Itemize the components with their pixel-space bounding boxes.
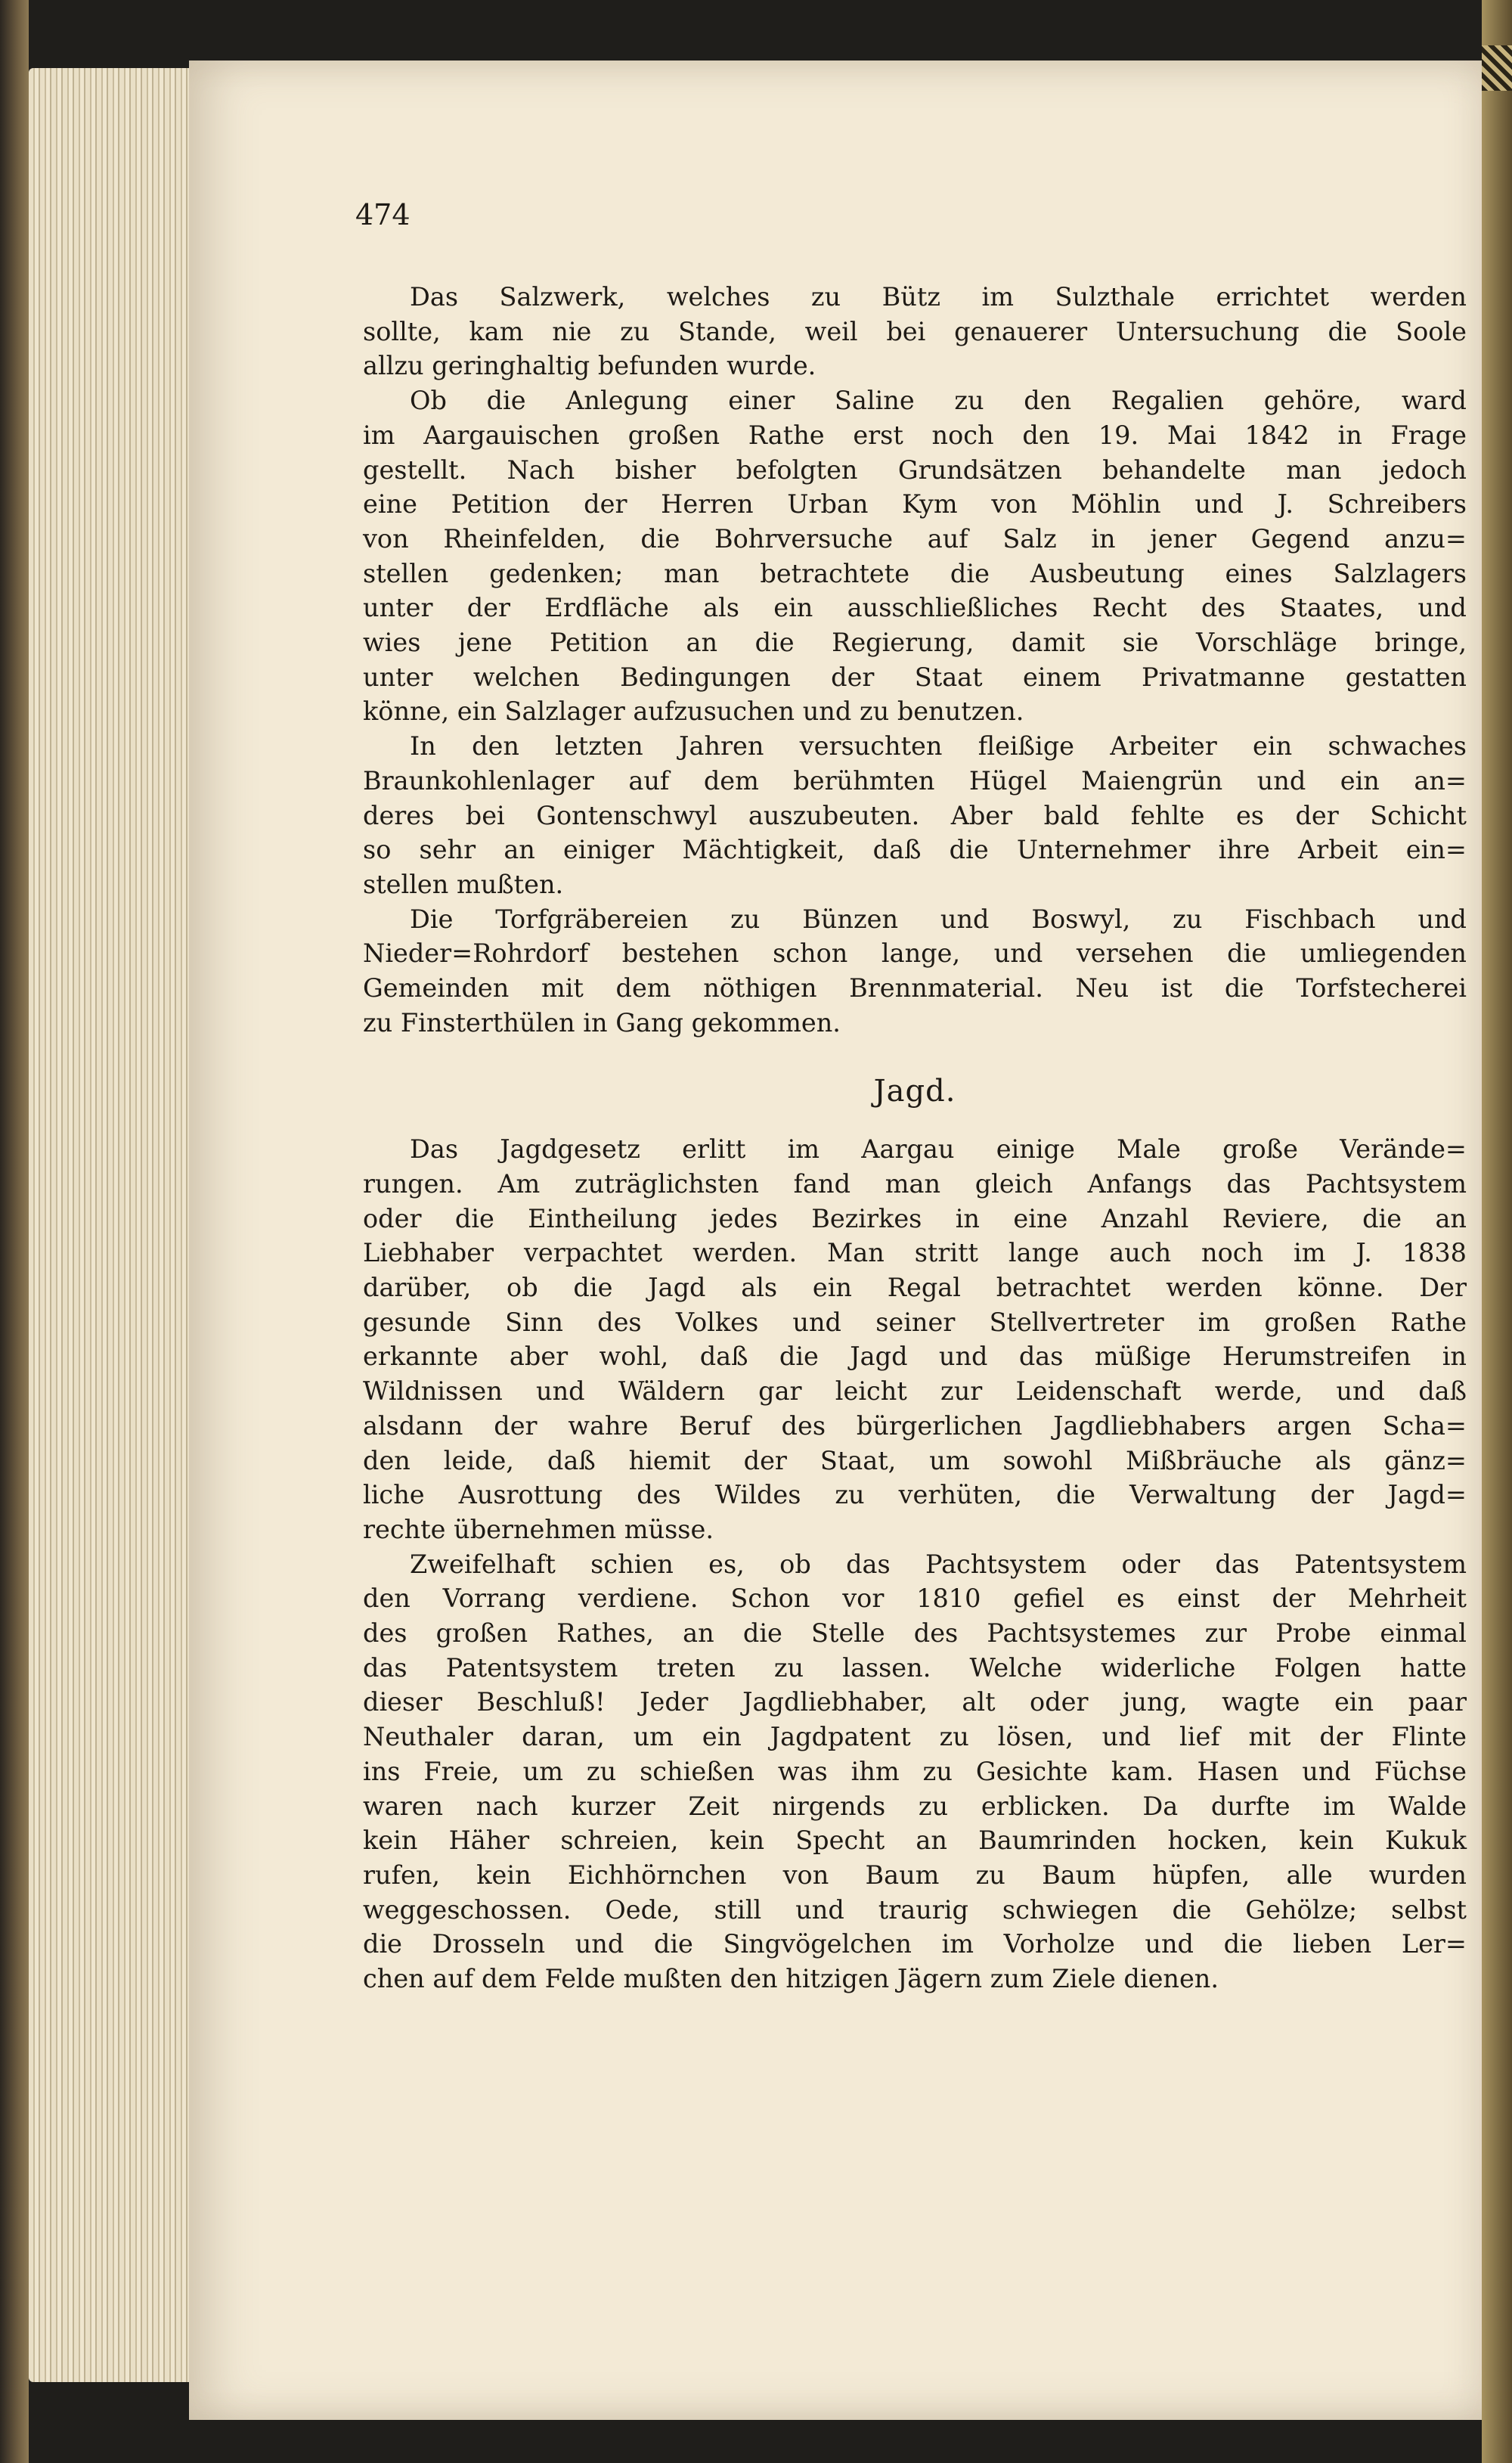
text-line: ins Freie, um zu schießen was ihm zu Gesichte kam. Hasen und Füchse xyxy=(363,1756,1467,1786)
paragraph xyxy=(363,383,1467,729)
text-line: deres bei Gontenschwyl auszubeuten. Aber bald fehlte es der Schicht xyxy=(363,800,1467,830)
text-line: gestellt. Nach bisher befolgten Grundsätzen behandelte man jedoch xyxy=(363,454,1467,485)
text-line: wies jene Petition an die Regierung, damit sie Vorschläge bringe, xyxy=(363,628,1467,658)
text-line: waren nach kurzer Zeit nirgends zu erblicken. Da durfte im Walde xyxy=(363,1791,1467,1821)
text-line: dieser Beschluß! Jeder Jagdliebhaber, alt oder jung, wagte ein paar xyxy=(363,1687,1467,1717)
text-line: alsdann der wahre Beruf des bürgerlichen Jagdliebhabers argen Scha= xyxy=(363,1410,1467,1441)
text-line: Braunkohlenlager auf dem berühmten Hügel Maiengrün und ein an= xyxy=(363,765,1467,796)
text-line: Die Torfgräbereien zu Bünzen und Boswyl, zu Fischbach und xyxy=(410,904,1467,934)
text-line: darüber, ob die Jagd als ein Regal betrachtet werden könne. Der xyxy=(363,1272,1467,1302)
text-line: von Rheinfelden, die Bohrversuche auf Salz in jener Gegend anzu= xyxy=(363,523,1467,554)
text-line: allzu geringhaltig befunden wurde. xyxy=(363,351,816,381)
text-line: rechte übernehmen müsse. xyxy=(363,1514,714,1544)
text-line: Neuthaler daran, um ein Jagdpatent zu lösen, und lief mit der Flinte xyxy=(363,1722,1467,1752)
text-line: Nieder=Rohrdorf bestehen schon lange, und versehen die umliegenden xyxy=(363,938,1467,969)
text-line: Das Jagdgesetz erlitt im Aargau einige Male große Verände= xyxy=(410,1134,1467,1165)
text-line: unter der Erdfläche als ein ausschließliches Recht des Staates, und xyxy=(363,593,1467,623)
text-line: des großen Rathes, an die Stelle des Pachtsystemes zur Probe einmal xyxy=(363,1618,1467,1649)
text-line: den leide, daß hiemit der Staat, um sowohl Mißbräuche als gänz= xyxy=(363,1445,1467,1475)
text-line: weggeschossen. Oede, still und traurig schwiegen die Gehölze; selbst xyxy=(363,1894,1467,1925)
text-line: Liebhaber verpachtet werden. Man stritt lange auch noch im J. 1838 xyxy=(363,1238,1467,1268)
text-line: Das Salzwerk, welches zu Bütz im Sulzthale errichtet werden xyxy=(410,282,1467,312)
text-line: die Drosseln und die Singvögelchen im Vorholze und die lieben Ler= xyxy=(363,1929,1467,1959)
text-line: In den letzten Jahren versuchten fleißige Arbeiter ein schwaches xyxy=(410,731,1467,762)
section-heading: Jagd. xyxy=(873,1074,956,1109)
text-line: Ob die Anlegung einer Saline zu den Regalien gehöre, ward xyxy=(410,386,1467,416)
text-line: eine Petition der Herren Urban Kym von Möhlin und J. Schreibers xyxy=(363,489,1467,520)
text-line: gesunde Sinn des Volkes und seiner Stellvertreter im großen Rathe xyxy=(363,1307,1467,1337)
page-number: 474 xyxy=(355,198,411,231)
text-line: den Vorrang verdiene. Schon vor 1810 gefiel es einst der Mehrheit xyxy=(363,1584,1467,1614)
paragraph xyxy=(363,1547,1467,1996)
paragraph xyxy=(363,1132,1467,1546)
text-line: Gemeinden mit dem nöthigen Brennmaterial. Neu ist die Torfstecherei xyxy=(363,973,1467,1004)
text-line: sollte, kam nie zu Stande, weil bei genauerer Untersuchung die Soole xyxy=(363,316,1467,346)
text-line: stellen mußten. xyxy=(363,869,564,899)
cover-pattern xyxy=(1482,45,1512,91)
book-cover-right-edge xyxy=(1482,0,1512,2463)
section-hunting xyxy=(363,1132,1467,1996)
paragraph xyxy=(363,280,1467,383)
text-line: erkannte aber wohl, daß die Jagd und das müßige Herumstreifen in xyxy=(363,1342,1467,1372)
text-line: zu Finsterthülen in Gang gekommen. xyxy=(363,1007,841,1038)
text-line: liche Ausrottung des Wildes zu verhüten, die Verwaltung der Jagd= xyxy=(363,1480,1467,1510)
section-salt-and-coal xyxy=(363,280,1467,1040)
text-line: im Aargauischen großen Rathe erst noch den 19. Mai 1842 in Frage xyxy=(363,420,1467,450)
text-line: Wildnissen und Wäldern gar leicht zur Leidenschaft werde, und daß xyxy=(363,1376,1467,1407)
text-line: das Patentsystem treten zu lassen. Welche widerliche Folgen hatte xyxy=(363,1652,1467,1683)
text-line: oder die Eintheilung jedes Bezirkes in eine Anzahl Reviere, die an xyxy=(363,1203,1467,1233)
text-column xyxy=(363,280,1467,1996)
text-line: unter welchen Bedingungen der Staat einem Privatmanne gestatten xyxy=(363,662,1467,692)
text-line: kein Häher schreien, kein Specht an Baumrinden hocken, kein Kukuk xyxy=(363,1826,1467,1856)
paragraph xyxy=(363,729,1467,902)
text-line: könne, ein Salzlager aufzusuchen und zu benutzen. xyxy=(363,696,1024,727)
paragraph xyxy=(363,902,1467,1041)
text-line: rungen. Am zuträglichsten fand man gleich Anfangs das Pachtsystem xyxy=(363,1168,1467,1199)
book-cover-left-edge xyxy=(0,0,29,2463)
text-line: Zweifelhaft schien es, ob das Pachtsystem oder das Patentsystem xyxy=(410,1549,1467,1579)
text-line: chen auf dem Felde mußten den hitzigen Jägern zum Ziele dienen. xyxy=(363,1964,1219,1994)
text-line: stellen gedenken; man betrachtete die Ausbeutung eines Salzlagers xyxy=(363,558,1467,588)
text-line: so sehr an einiger Mächtigkeit, daß die Unternehmer ihre Arbeit ein= xyxy=(363,835,1467,865)
text-line: rufen, kein Eichhörnchen von Baum zu Baum hüpfen, alle wurden xyxy=(363,1860,1467,1890)
